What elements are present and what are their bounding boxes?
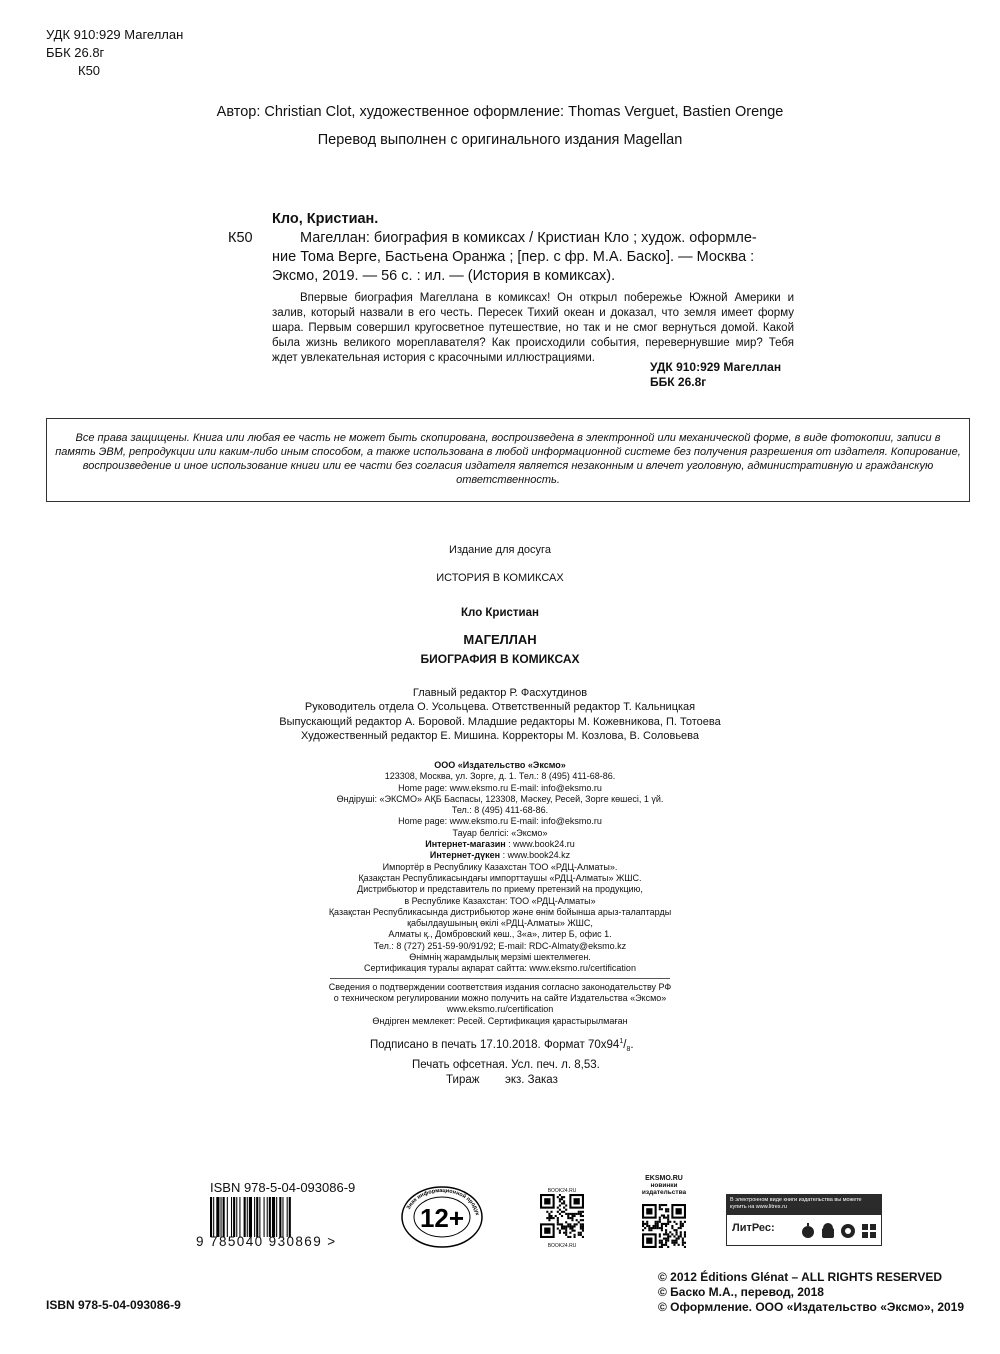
online-shop: Интернет-магазин : www.book24.ru <box>425 839 575 850</box>
staff-line: Руководитель отдела О. Усольцева. Ответственный редактор Т. Кальницкая <box>304 701 696 714</box>
distributor-line: Алматы қ., Домбровский көш., 3«а», литер Б, офис 1. <box>388 929 612 940</box>
staff-line: Главный редактор Р. Фасхутдинов <box>412 687 588 699</box>
distributor-line: Қазақстан Республикасындағы импорттаушы «РДЦ-Алматы» ЖШС. <box>358 872 642 883</box>
distributor-line: в Республике Казахстан: ТОО «РДЦ-Алматы» <box>404 895 596 906</box>
rights-notice <box>46 418 970 502</box>
biblio-heading: Кло, Кристиан. <box>272 211 379 227</box>
age-rating: 12+ <box>419 1203 465 1233</box>
distributor-line: қабылдаушының өкілі «РДЦ-Алматы» ЖШС, <box>407 918 593 929</box>
bbk-code: ББК 26.8г <box>46 45 105 60</box>
windows-icon <box>862 1224 876 1238</box>
book-title: МАГЕЛЛАН <box>463 632 537 647</box>
biblio-code: К50 <box>228 230 253 246</box>
bibliographic-record <box>228 210 794 286</box>
udk-code: УДК 910:929 Магеллан <box>46 27 184 42</box>
certification-line: www.eksmo.ru/certification <box>446 1004 554 1015</box>
eksmo-qr-icon <box>642 1204 686 1248</box>
distributor-line: Дистрибьютор и представитель по приему претензий на продукцию, <box>357 884 643 895</box>
distributor-line: Өнімнің жарамдылық мерзімі шектелмеген. <box>409 952 591 963</box>
editorial-staff <box>0 686 1000 743</box>
top-classification <box>46 26 183 80</box>
book24-qr-icon <box>538 1194 586 1238</box>
publisher-name: ООО «Издательство «Эксмо» <box>434 760 566 770</box>
staff-line: Выпускающий редактор А. Боровой. Младшие редакторы М. Кожевникова, П. Тотоева <box>279 715 721 728</box>
translation-line: Перевод выполнен с оригинального издания Magellan <box>317 132 683 148</box>
eksmo-sub: новинки издательства <box>641 1182 687 1196</box>
publisher-block <box>0 760 1000 1027</box>
edition-type: Издание для досуга <box>449 544 551 556</box>
book24-label-bottom: BOOK24.RU <box>547 1243 577 1249</box>
litres-banner <box>726 1194 882 1246</box>
publisher-line: Тауар белгісі: «Эксмо» <box>452 827 548 838</box>
age-ring-text: Знак информационной продук <box>405 1187 480 1216</box>
online-shop-kz: Интернет-дүкен : www.book24.kz <box>429 850 571 861</box>
certification-line: о техническом регулировании можно получить на сайте Издательства «Эксмо» <box>333 992 667 1003</box>
annotation-bbk: ББК 26.8г <box>650 375 707 389</box>
author-sign: К50 <box>78 63 101 78</box>
isbn-barcode <box>210 1197 362 1237</box>
certification-line: Өндірген мемлекет: Ресей. Сертификация қарастырылмаған <box>372 1015 628 1026</box>
staff-line: Художественный редактор Е. Мишина. Корректоры М. Козлова, В. Соловьева <box>300 729 700 742</box>
barcode-digits: 9 785040 930869 > <box>196 1234 337 1249</box>
author-line: Автор: Christian Clot, художественное оформление: Thomas Verguet, Bastien Orenge <box>216 104 784 120</box>
series-name: ИСТОРИЯ В КОМИКСАХ <box>436 572 564 584</box>
copyright-line: © Оформление. ООО «Издательство «Эксмо», 2019 <box>658 1300 965 1314</box>
biblio-line-1: Магеллан: биография в комиксах / Кристиан Кло ; худож. оформле- <box>300 230 757 246</box>
biblio-line-3: Эксмо, 2019. — 56 с. : ил. — (История в комиксах). <box>272 268 616 284</box>
run-line: Тираж экз. Заказ <box>446 1074 558 1087</box>
distributor-line: Тел.: 8 (727) 251-59-90/91/92; E-mail: RDC-Almaty@eksmo.kz <box>373 940 627 951</box>
annotation-udk: УДК 910:929 Магеллан <box>650 360 782 374</box>
annotation-codes <box>650 360 781 390</box>
print-data <box>370 1034 634 1089</box>
biblio-line-2: ние Тома Верге, Бастьена Оранжа ; [пер. с фр. М.А. Баско]. — Москва : <box>272 249 755 265</box>
copyright-line: © 2012 Éditions Glénat – ALL RIGHTS RESERVED <box>658 1270 943 1284</box>
book-subtitle: БИОГРАФИЯ В КОМИКСАХ <box>420 652 580 666</box>
book-author: Кло Кристиан <box>461 607 539 619</box>
isbn-bottom: ISBN 978-5-04-093086-9 <box>46 1298 181 1312</box>
publisher-line: Тел.: 8 (495) 411-68-86. <box>451 805 549 816</box>
distributor-line: Импортёр в Республику Казахстан ТОО «РДЦ-Алматы». <box>382 861 618 872</box>
litres-logo: ЛитРес: <box>732 1222 775 1234</box>
eksmo-qr-block <box>628 1175 700 1250</box>
publisher-line: Home page: www.eksmo.ru E-mail: info@eksmo.ru <box>398 816 602 827</box>
publisher-line: Өндіруші: «ЭКСМО» АҚБ Баспасы, 123308, Мәскеу, Ресей, Зорге көшесі, 1 үй. <box>336 793 664 804</box>
android-icon <box>822 1223 834 1238</box>
rights-text: Все права защищены. Книга или любая ее часть не может быть скопирована, воспроизведена в электронной или механической форме, в виде фотокопии, записи в память ЭВМ, репродукции или каким-либо иным способом, а также использована в любой информационной системе без получения разрешения от издателя. Копирование, воспроизведение и иное использование книги или ее части без согласия издателя является незаконным и влечет уголовную, административную и гражданскую ответственность. <box>55 432 961 486</box>
annotation-text: Впервые биография Магеллана в комиксах! Он открыл побережье Южной Америки и залив, который назвали в его честь. Пересек Тихий океан и доказал, что земля имеет форму шара. Первым совершил кругосветное путешествие, но так и не смог вернуться домой. Какой была жизнь великого мореплавателя? Как происходили события, перевернувшие мир? Тебя ждет увлекательная история с красочными иллюстрациями. <box>272 292 794 364</box>
publisher-line: 123308, Москва, ул. Зорге, д. 1. Тел.: 8 (495) 411-68-86. <box>384 771 616 782</box>
book24-label: BOOK24.RU <box>547 1188 577 1194</box>
distributor-line: Сертификация туралы ақпарат сайтта: www.eksmo.ru/certification <box>364 963 636 974</box>
copyright-line: © Баско М.А., перевод, 2018 <box>658 1285 824 1299</box>
platform-icons <box>800 1223 878 1239</box>
press-line: Печать офсетная. Усл. печ. л. 8,53. <box>412 1058 600 1071</box>
age-rating-seal <box>400 1185 484 1249</box>
copyright-block <box>658 1270 964 1315</box>
certification-line: Сведения о подтверждении соответствия издания согласно законодательству РФ <box>328 981 672 992</box>
publisher-line: Home page: www.eksmo.ru E-mail: info@eksmo.ru <box>398 782 602 793</box>
signed-line: Подписано в печать 17.10.2018. Формат $70x94^1/_8$. <box>370 1038 634 1054</box>
apple-icon <box>802 1223 814 1238</box>
distributor-line: Қазақстан Республикасында дистрибьютор және өнім бойынша арыз-талаптарды <box>328 906 672 917</box>
annotation <box>272 291 794 366</box>
litres-top-text: В электронном виде книги издательства вы можете купить на www.litres.ru <box>730 1197 862 1210</box>
linux-icon <box>841 1224 855 1238</box>
eksmo-label: EKSMO.RU <box>645 1175 683 1182</box>
book24-qr-block <box>538 1188 586 1252</box>
isbn-top: ISBN 978-5-04-093086-9 <box>210 1180 356 1195</box>
